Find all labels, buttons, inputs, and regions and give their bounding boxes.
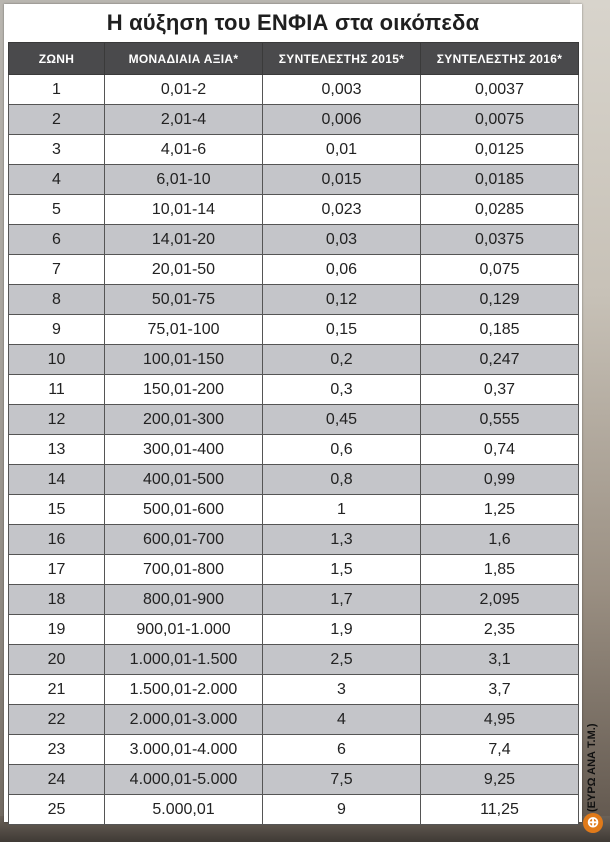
unit-value-cell: 4.000,01-5.000 [105, 765, 263, 795]
table-row [9, 165, 579, 195]
coefficient-2015-cell: 3 [263, 675, 421, 705]
coefficient-2015-cell: 0,6 [263, 435, 421, 465]
table-row [9, 585, 579, 615]
table-row [9, 345, 579, 375]
table-row [9, 435, 579, 465]
coefficient-2015-cell: 0,12 [263, 285, 421, 315]
table-row [9, 255, 579, 285]
unit-value-cell: 0,01-2 [105, 75, 263, 105]
table-row [9, 375, 579, 405]
table-row [9, 135, 579, 165]
coefficient-2016-cell: 2,095 [421, 585, 579, 615]
coefficient-2016-cell: 7,4 [421, 735, 579, 765]
coefficient-2015-cell: 0,01 [263, 135, 421, 165]
coefficient-2015-cell: 2,5 [263, 645, 421, 675]
coefficient-2015-cell: 0,45 [263, 405, 421, 435]
zone-cell: 10 [9, 345, 105, 375]
zone-cell: 9 [9, 315, 105, 345]
unit-value-cell: 150,01-200 [105, 375, 263, 405]
table-row [9, 405, 579, 435]
coefficient-2016-cell: 0,0125 [421, 135, 579, 165]
table-row [9, 615, 579, 645]
zone-cell: 4 [9, 165, 105, 195]
unit-value-cell: 10,01-14 [105, 195, 263, 225]
table-row [9, 195, 579, 225]
unit-value-cell: 14,01-20 [105, 225, 263, 255]
coefficient-2015-cell: 7,5 [263, 765, 421, 795]
zone-cell: 22 [9, 705, 105, 735]
coefficient-2015-cell: 1 [263, 495, 421, 525]
coefficient-2015-cell: 1,3 [263, 525, 421, 555]
coefficient-2016-cell: 1,85 [421, 555, 579, 585]
coefficient-2016-cell: 0,99 [421, 465, 579, 495]
table-row [9, 315, 579, 345]
zone-cell: 20 [9, 645, 105, 675]
header-zone: ΖΩΝΗ [9, 43, 105, 75]
coefficient-2016-cell: 0,129 [421, 285, 579, 315]
header-coefficient-2016: ΣΥΝΤΕΛΕΣΤΗΣ 2016* [421, 43, 579, 75]
zone-cell: 15 [9, 495, 105, 525]
unit-value-cell: 1.500,01-2.000 [105, 675, 263, 705]
unit-value-cell: 75,01-100 [105, 315, 263, 345]
table-row [9, 765, 579, 795]
unit-value-cell: 1.000,01-1.500 [105, 645, 263, 675]
coefficient-2015-cell: 0,15 [263, 315, 421, 345]
table-row [9, 465, 579, 495]
unit-value-cell: 5.000,01 [105, 795, 263, 825]
zone-cell: 7 [9, 255, 105, 285]
unit-value-cell: 700,01-800 [105, 555, 263, 585]
coefficient-2016-cell: 0,555 [421, 405, 579, 435]
coefficient-2015-cell: 0,003 [263, 75, 421, 105]
table-row [9, 795, 579, 825]
coefficient-2016-cell: 3,1 [421, 645, 579, 675]
coefficient-2015-cell: 0,3 [263, 375, 421, 405]
unit-value-cell: 600,01-700 [105, 525, 263, 555]
enfia-table-card [4, 4, 582, 822]
zoom-in-icon[interactable]: ⊕ [583, 813, 603, 833]
table-row [9, 555, 579, 585]
zone-cell: 24 [9, 765, 105, 795]
zone-cell: 25 [9, 795, 105, 825]
zone-cell: 18 [9, 585, 105, 615]
coefficient-2016-cell: 0,0375 [421, 225, 579, 255]
unit-value-cell: 800,01-900 [105, 585, 263, 615]
table-row [9, 75, 579, 105]
unit-value-cell: 900,01-1.000 [105, 615, 263, 645]
coefficient-2016-cell: 3,7 [421, 675, 579, 705]
unit-value-cell: 4,01-6 [105, 135, 263, 165]
zone-cell: 8 [9, 285, 105, 315]
zone-cell: 6 [9, 225, 105, 255]
unit-value-cell: 20,01-50 [105, 255, 263, 285]
coefficient-2016-cell: 4,95 [421, 705, 579, 735]
coefficient-2016-cell: 9,25 [421, 765, 579, 795]
coefficient-2015-cell: 0,006 [263, 105, 421, 135]
table-row [9, 675, 579, 705]
unit-value-cell: 2,01-4 [105, 105, 263, 135]
header-coefficient-2015: ΣΥΝΤΕΛΕΣΤΗΣ 2015* [263, 43, 421, 75]
coefficient-2016-cell: 0,185 [421, 315, 579, 345]
unit-value-cell: 6,01-10 [105, 165, 263, 195]
table-title: Η αύξηση του ΕΝΦΙΑ στα οικόπεδα [4, 4, 582, 42]
unit-value-cell: 3.000,01-4.000 [105, 735, 263, 765]
coefficient-2015-cell: 0,8 [263, 465, 421, 495]
coefficient-2016-cell: 1,6 [421, 525, 579, 555]
coefficient-2015-cell: 0,03 [263, 225, 421, 255]
coefficient-2015-cell: 9 [263, 795, 421, 825]
zone-cell: 23 [9, 735, 105, 765]
coefficient-2015-cell: 1,7 [263, 585, 421, 615]
table-row [9, 525, 579, 555]
unit-value-cell: 50,01-75 [105, 285, 263, 315]
coefficient-2016-cell: 0,74 [421, 435, 579, 465]
coefficient-2016-cell: 11,25 [421, 795, 579, 825]
header-row [9, 43, 579, 75]
zone-cell: 3 [9, 135, 105, 165]
zone-cell: 17 [9, 555, 105, 585]
coefficient-2015-cell: 6 [263, 735, 421, 765]
table-row [9, 225, 579, 255]
zone-cell: 14 [9, 465, 105, 495]
unit-value-cell: 2.000,01-3.000 [105, 705, 263, 735]
coefficient-2016-cell: 2,35 [421, 615, 579, 645]
zone-cell: 1 [9, 75, 105, 105]
coefficient-2016-cell: 1,25 [421, 495, 579, 525]
zone-cell: 12 [9, 405, 105, 435]
unit-value-cell: 500,01-600 [105, 495, 263, 525]
coefficient-2015-cell: 1,9 [263, 615, 421, 645]
zone-cell: 11 [9, 375, 105, 405]
coefficient-2015-cell: 0,2 [263, 345, 421, 375]
zone-cell: 2 [9, 105, 105, 135]
unit-value-cell: 400,01-500 [105, 465, 263, 495]
zone-cell: 21 [9, 675, 105, 705]
coefficient-2016-cell: 0,0185 [421, 165, 579, 195]
coefficient-2015-cell: 0,06 [263, 255, 421, 285]
coefficient-2015-cell: 0,023 [263, 195, 421, 225]
coefficient-2016-cell: 0,0285 [421, 195, 579, 225]
zone-cell: 19 [9, 615, 105, 645]
zone-cell: 5 [9, 195, 105, 225]
zone-cell: 13 [9, 435, 105, 465]
coefficient-2016-cell: 0,075 [421, 255, 579, 285]
header-unit-value: ΜΟΝΑΔΙΑΙΑ ΑΞΙΑ* [105, 43, 263, 75]
unit-value-cell: 100,01-150 [105, 345, 263, 375]
table-row [9, 705, 579, 735]
coefficient-2016-cell: 0,0037 [421, 75, 579, 105]
coefficient-2016-cell: 0,0075 [421, 105, 579, 135]
coefficient-2016-cell: 0,37 [421, 375, 579, 405]
unit-value-cell: 200,01-300 [105, 405, 263, 435]
coefficient-2016-cell: 0,247 [421, 345, 579, 375]
unit-value-cell: 300,01-400 [105, 435, 263, 465]
table-row [9, 495, 579, 525]
enfia-table [8, 42, 579, 825]
table-row [9, 105, 579, 135]
coefficient-2015-cell: 0,015 [263, 165, 421, 195]
coefficient-2015-cell: 1,5 [263, 555, 421, 585]
table-row [9, 645, 579, 675]
table-row [9, 735, 579, 765]
unit-note: (ΕΥΡΩ ΑΝΑ Τ.Μ.) [586, 723, 598, 812]
zone-cell: 16 [9, 525, 105, 555]
table-row [9, 285, 579, 315]
coefficient-2015-cell: 4 [263, 705, 421, 735]
